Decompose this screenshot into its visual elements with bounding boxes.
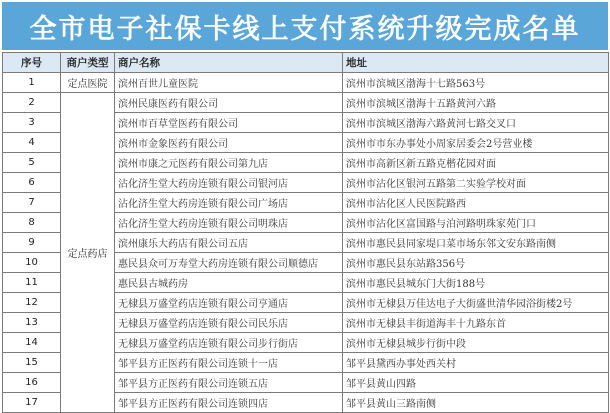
merchant-address: 滨州市惠民县城东门大街188号: [343, 273, 609, 293]
merchant-address: 滨州市无棣县城步行街中段: [343, 333, 609, 353]
row-index: 8: [3, 213, 61, 233]
merchant-address: 滨州市沾化区银河五路第二实验学校对面: [343, 173, 609, 193]
table-row: [3, 73, 609, 93]
merchant-name: 无棣县万盛堂药店连锁有限公司亨通店: [115, 293, 343, 313]
row-index: 15: [3, 353, 61, 373]
merchant-address: 滨州市沾化区富国路与泊河路明珠家苑门口: [343, 213, 609, 233]
merchant-address: 滨州市无棣县万佳达电子大街盛世清华园浴街楼2号: [343, 293, 609, 313]
page-title: 全市电子社保卡线上支付系统升级完成名单: [2, 2, 608, 50]
merchant-address: 邹平县黛西办事处西关村: [343, 353, 609, 373]
merchant-name: 邹平县方正医药有限公司连锁五店: [115, 373, 343, 393]
row-index: 6: [3, 173, 61, 193]
merchant-name: 滨州康乐大药店有限公司五店: [115, 233, 343, 253]
table-body: [3, 73, 609, 413]
table-header: [3, 53, 609, 73]
row-index: 7: [3, 193, 61, 213]
merchant-name: 惠民县众可万寿堂大药房连锁有限公司顺德店: [115, 253, 343, 273]
row-index: 3: [3, 113, 61, 133]
row-index: 1: [3, 73, 61, 93]
row-index: 16: [3, 373, 61, 393]
merchant-address: 滨州市无棣县丰街道海丰十九路东首: [343, 313, 609, 333]
merchant-name: 滨州民康医药有限公司: [115, 93, 343, 113]
merchant-name: 惠民县古城药房: [115, 273, 343, 293]
merchant-address: 邹平县黄山三路南侧: [343, 393, 609, 413]
row-index: 14: [3, 333, 61, 353]
merchant-type-pharmacy: 定点药店: [61, 93, 115, 413]
merchant-name: 滨州市金象医药有限公司: [115, 133, 343, 153]
merchant-address: 滨州市高新区新五路克楷花园对面: [343, 153, 609, 173]
header-type: 商户类型: [61, 53, 115, 73]
merchant-type-hospital: 定点医院: [61, 73, 115, 93]
merchant-name: 沾化济生堂大药房连锁有限公司银河店: [115, 173, 343, 193]
merchant-address: 滨州市沾化区人民医院路西: [343, 193, 609, 213]
table-row: [3, 93, 609, 113]
merchant-name: 滨州市百草堂医药有限公司: [115, 113, 343, 133]
merchant-name: 邹平县方正医药有限公司连锁四店: [115, 393, 343, 413]
row-index: 2: [3, 93, 61, 113]
merchant-address: 滨州市惠民县同家堤口菜市场东邻文安东路南侧: [343, 233, 609, 253]
row-index: 5: [3, 153, 61, 173]
merchant-name: 沾化济生堂大药房连锁有限公司广场店: [115, 193, 343, 213]
merchant-name: 沾化济生堂大药房连锁有限公司明珠店: [115, 213, 343, 233]
row-index: 11: [3, 273, 61, 293]
merchant-address: 滨州市市东办事处小周家居委会2号营业楼: [343, 133, 609, 153]
row-index: 10: [3, 253, 61, 273]
merchant-name: 无棣县万盛堂药店连锁有限公司步行街店: [115, 333, 343, 353]
merchant-address: 滨州市滨城区渤海六路黄河七路交叉口: [343, 113, 609, 133]
merchant-address: 滨州市滨城区渤海十七路563号: [343, 73, 609, 93]
merchant-name: 邹平县方正医药有限公司连锁十一店: [115, 353, 343, 373]
merchant-address: 邹平县黄山四路: [343, 373, 609, 393]
merchant-name: 无棣县万盛堂药店连锁有限公司民乐店: [115, 313, 343, 333]
merchant-address: 滨州市惠民县东站路356号: [343, 253, 609, 273]
header-index: 序号: [3, 53, 61, 73]
row-index: 9: [3, 233, 61, 253]
row-index: 4: [3, 133, 61, 153]
header-address: 地址: [343, 53, 609, 73]
row-index: 17: [3, 393, 61, 413]
merchant-name: 滨州百世儿童医院: [115, 73, 343, 93]
row-index: 12: [3, 293, 61, 313]
merchant-name: 滨州市康之元医药有限公司第九店: [115, 153, 343, 173]
merchant-address: 滨州市滨城区渤海十五路黄河六路: [343, 93, 609, 113]
row-index: 13: [3, 313, 61, 333]
merchant-table: [2, 52, 609, 413]
header-name: 商户名称: [115, 53, 343, 73]
